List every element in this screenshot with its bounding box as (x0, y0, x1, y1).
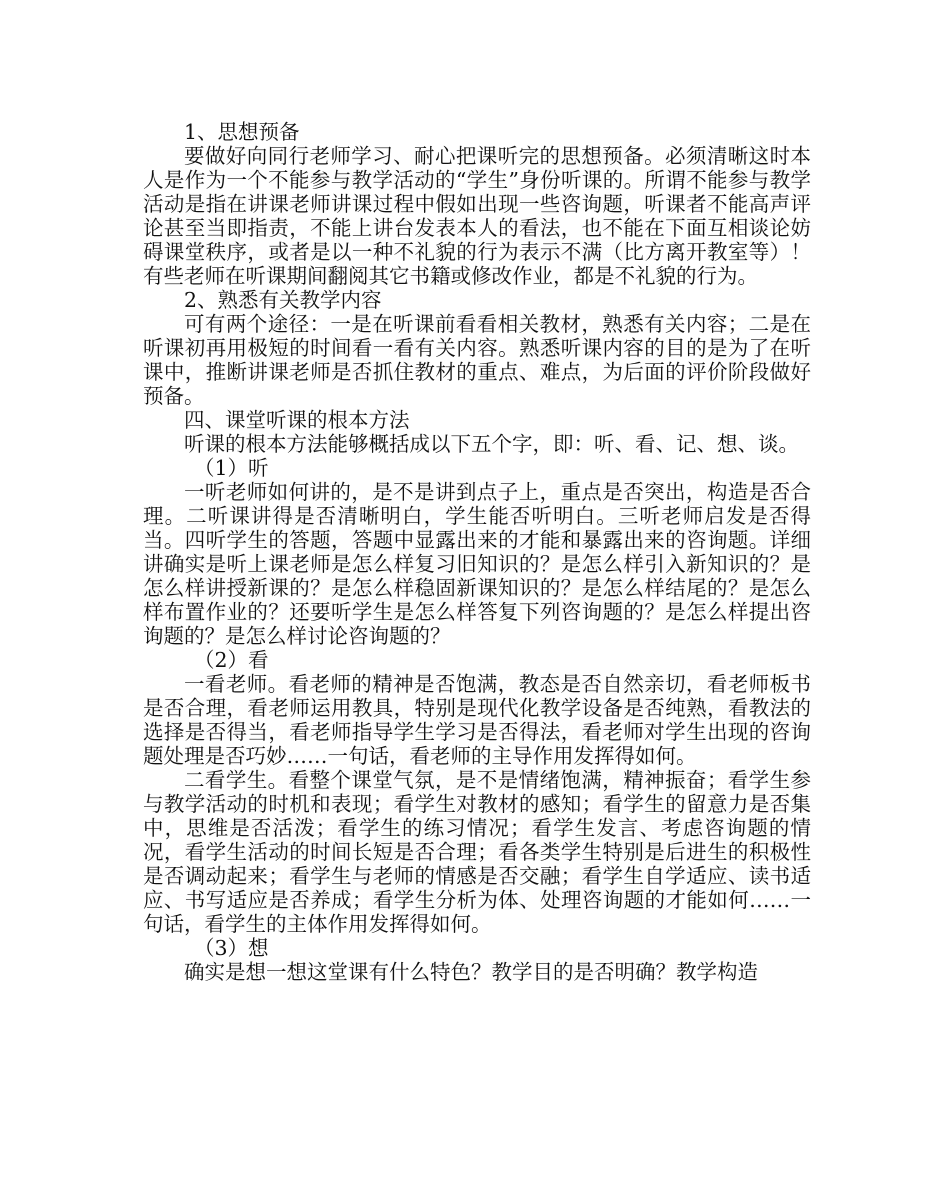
paragraph-think: 确实是想一想这堂课有什么特色？教学目的是否明确？教学构造 (184, 960, 758, 984)
heading-basic-methods: 四、课堂听课的根本方法 (184, 408, 410, 432)
subheading-listen: （1）听 (194, 456, 269, 480)
subheading-think: （3）想 (194, 936, 269, 960)
document-body (143, 120, 811, 984)
heading-thought-preparation: 1、思想预备 (184, 120, 300, 144)
paragraph-look-students: 二看学生。看整个课堂气氛，是不是情绪饱满，精神振奋；看学生参与教学活动的时机和表现；看学生对教材的感知；看学生的留意力是否集中，思维是否活泼；看学生的练习情况；看学生发言、考虑咨询题的情况，看学生活动的时间长短是否合理；看各类学生特别是后进生的积极性是否调动起来；看学生与老师的情感是否交融；看学生自学适应、读书适应、书写适应是否养成；看学生分析为体、处理咨询题的才能如何……一句话，看学生的主体作用发挥得如何。 (143, 768, 811, 936)
paragraph-look-teacher: 一看老师。看老师的精神是否饱满，教态是否自然亲切，看老师板书是否合理，看老师运用教具，特别是现代化教学设备是否纯熟，看教法的选择是否得当，看老师指导学生学习是否得法，看老师对学生出现的咨询题处理是否巧妙……一句话，看老师的主导作用发挥得如何。 (143, 672, 811, 768)
subheading-look: （2）看 (194, 648, 269, 672)
heading-familiarize-content: 2、熟悉有关教学内容 (184, 288, 382, 312)
paragraph-familiarize-content: 可有两个途径：一是在听课前看看相关教材，熟悉有关内容；二是在听课初再用极短的时间看一看有关内容。熟悉听课内容的目的是为了在听课中，推断讲课老师是否抓住教材的重点、难点，为后面的评价阶段做好预备。 (143, 312, 811, 408)
paragraph-thought-preparation: 要做好向同行老师学习、耐心把课听完的思想预备。必须清晰这时本人是作为一个不能参与教学活动的“学生”身份听课的。所谓不能参与教学活动是指在讲课老师讲课过程中假如出现一些咨询题，听课者不能高声评论甚至当即指责，不能上讲台发表本人的看法，也不能在下面互相谈论妨碍课堂秩序，或者是以一种不礼貌的行为表示不满（比方离开教室等）！有些老师在听课期间翻阅其它书籍或修改作业，都是不礼貌的行为。 (143, 144, 811, 288)
paragraph-listen: 一听老师如何讲的，是不是讲到点子上，重点是否突出，构造是否合理。二听课讲得是否清晰明白，学生能否听明白。三听老师启发是否得当。四听学生的答题，答题中显露出来的才能和暴露出来的咨询题。详细讲确实是听上课老师是怎么样复习旧知识的？是怎么样引入新知识的？是怎么样讲授新课的？是怎么样稳固新课知识的？是怎么样结尾的？是怎么样布置作业的？还要听学生是怎么样答复下列咨询题的？是怎么样提出咨询题的？是怎么样讨论咨询题的？ (143, 480, 811, 648)
paragraph-basic-methods: 听课的根本方法能够概括成以下五个字，即：听、看、记、想、谈。 (184, 432, 799, 456)
